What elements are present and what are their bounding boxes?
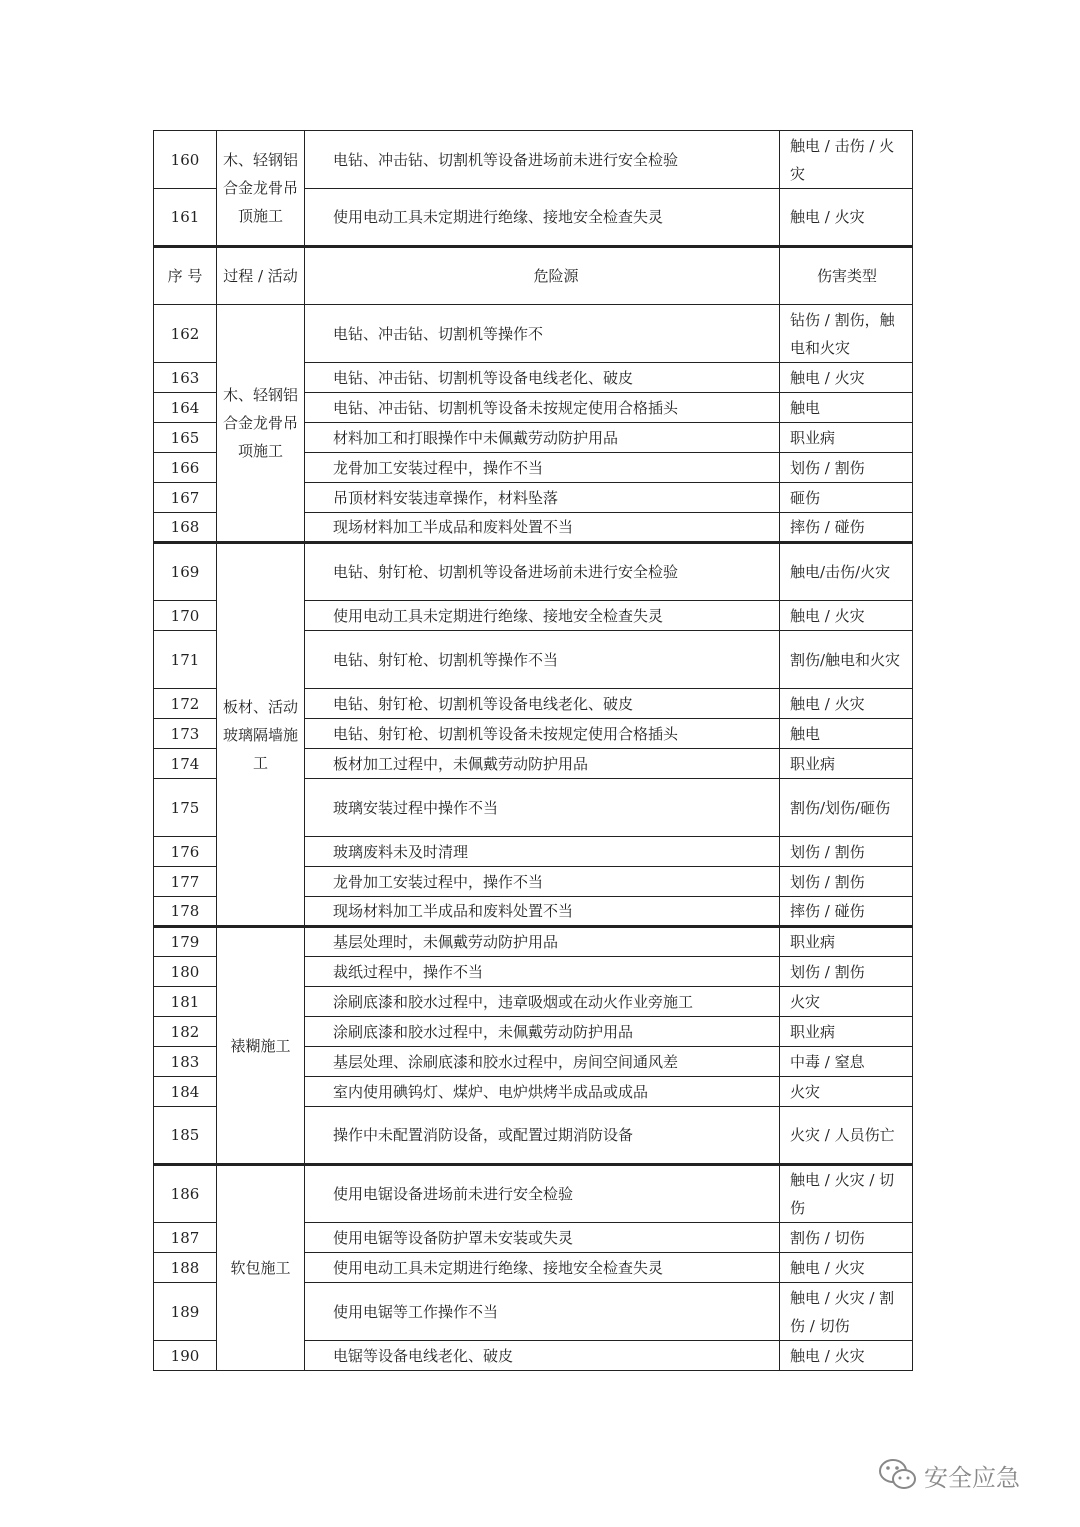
row-number: 184 — [154, 1077, 217, 1107]
row-number: 176 — [154, 837, 217, 867]
injury-cell: 砸伤 — [780, 483, 913, 513]
hazard-cell: 基层处理时，未佩戴劳动防护用品 — [305, 927, 780, 957]
injury-cell: 划伤 / 割伤 — [780, 867, 913, 897]
row-number: 190 — [154, 1341, 217, 1371]
row-number: 160 — [154, 131, 217, 189]
row-number: 179 — [154, 927, 217, 957]
hazard-cell: 涂刷底漆和胶水过程中，违章吸烟或在动火作业旁施工 — [305, 987, 780, 1017]
wechat-icon — [878, 1457, 918, 1493]
hazard-cell: 吊顶材料安装违章操作，材料坠落 — [305, 483, 780, 513]
hazard-cell: 使用电锯等设备防护罩未安装或失灵 — [305, 1223, 780, 1253]
row-number: 173 — [154, 719, 217, 749]
hazard-cell: 电钻、冲击钻、切割机等设备进场前未进行安全检验 — [305, 131, 780, 189]
header-no: 序 号 — [154, 247, 217, 305]
row-number: 168 — [154, 513, 217, 543]
injury-cell: 火灾 — [780, 1077, 913, 1107]
row-number: 180 — [154, 957, 217, 987]
table-header — [154, 247, 913, 305]
hazard-cell: 使用电锯设备进场前未进行安全检验 — [305, 1165, 780, 1223]
row-number: 185 — [154, 1107, 217, 1165]
table-row — [154, 1165, 913, 1223]
row-number: 188 — [154, 1253, 217, 1283]
row-number: 187 — [154, 1223, 217, 1253]
hazard-cell: 电钻、射钉枪、切割机等设备未按规定使用合格插头 — [305, 719, 780, 749]
row-number: 181 — [154, 987, 217, 1017]
injury-cell: 割伤/触电和火灾 — [780, 631, 913, 689]
hazard-cell: 电锯等设备电线老化、破皮 — [305, 1341, 780, 1371]
injury-cell: 摔伤 / 碰伤 — [780, 513, 913, 543]
injury-cell: 火灾 — [780, 987, 913, 1017]
hazard-cell: 裁纸过程中，操作不当 — [305, 957, 780, 987]
injury-cell: 触电 / 火灾 — [780, 1253, 913, 1283]
injury-cell: 火灾 / 人员伤亡 — [780, 1107, 913, 1165]
injury-cell: 划伤 / 割伤 — [780, 453, 913, 483]
watermark-text: 安全应急 — [924, 1463, 1020, 1492]
row-number: 166 — [154, 453, 217, 483]
injury-cell: 触电 / 火灾 — [780, 689, 913, 719]
injury-cell: 触电 / 火灾 — [780, 363, 913, 393]
injury-cell: 中毒 / 窒息 — [780, 1047, 913, 1077]
row-number: 165 — [154, 423, 217, 453]
hazard-cell: 电钻、射钉枪、切割机等操作不当 — [305, 631, 780, 689]
injury-cell: 钻伤 / 割伤，触电和火灾 — [780, 305, 913, 363]
row-number: 169 — [154, 543, 217, 601]
row-number: 163 — [154, 363, 217, 393]
injury-cell: 触电 / 火灾 / 切伤 — [780, 1165, 913, 1223]
activity-cell — [217, 131, 305, 247]
header-injury: 伤害类型 — [780, 247, 913, 305]
hazard-cell: 使用电动工具未定期进行绝缘、接地安全检查失灵 — [305, 1253, 780, 1283]
hazard-cell: 操作中未配置消防设备，或配置过期消防设备 — [305, 1107, 780, 1165]
table-row — [154, 927, 913, 957]
hazard-cell: 使用电动工具未定期进行绝缘、接地安全检查失灵 — [305, 601, 780, 631]
row-number: 162 — [154, 305, 217, 363]
activity-label: 板材、活动玻璃隔墙施工 — [222, 697, 298, 772]
injury-cell: 触电 / 击伤 / 火灾 — [780, 131, 913, 189]
hazard-cell: 现场材料加工半成品和废料处置不当 — [305, 513, 780, 543]
hazard-cell: 电钻、冲击钻、切割机等操作不 — [305, 305, 780, 363]
hazard-cell: 板材加工过程中，未佩戴劳动防护用品 — [305, 749, 780, 779]
injury-cell: 触电 / 火灾 — [780, 1341, 913, 1371]
activity-label: 木、轻钢铝合金龙骨吊顶施工 — [222, 151, 298, 225]
injury-cell: 触电 / 火灾 / 割伤 / 切伤 — [780, 1283, 913, 1341]
injury-cell: 割伤/划伤/砸伤 — [780, 779, 913, 837]
row-number: 177 — [154, 867, 217, 897]
header-hazard: 危险源 — [305, 247, 780, 305]
hazard-cell: 龙骨加工安装过程中，操作不当 — [305, 453, 780, 483]
hazard-cell: 龙骨加工安装过程中，操作不当 — [305, 867, 780, 897]
row-number: 178 — [154, 897, 217, 927]
hazard-cell: 电钻、冲击钻、切割机等设备电线老化、破皮 — [305, 363, 780, 393]
header-activity: 过程 / 活动 — [217, 247, 305, 305]
row-number: 161 — [154, 189, 217, 247]
hazard-cell: 电钻、冲击钻、切割机等设备未按规定使用合格插头 — [305, 393, 780, 423]
row-number: 183 — [154, 1047, 217, 1077]
hazard-cell: 涂刷底漆和胶水过程中，未佩戴劳动防护用品 — [305, 1017, 780, 1047]
hazard-cell: 使用电锯等工作操作不当 — [305, 1283, 780, 1341]
activity-label: 裱糊施工 — [230, 1036, 291, 1055]
injury-cell: 触电 / 火灾 — [780, 601, 913, 631]
injury-cell: 职业病 — [780, 927, 913, 957]
hazard-cell: 室内使用碘钨灯、煤炉、电炉烘烤半成品或成品 — [305, 1077, 780, 1107]
table-row — [154, 543, 913, 601]
activity-label: 软包施工 — [230, 1259, 291, 1277]
row-number: 171 — [154, 631, 217, 689]
injury-cell: 触电 — [780, 393, 913, 423]
row-number: 172 — [154, 689, 217, 719]
row-number: 170 — [154, 601, 217, 631]
watermark — [878, 1455, 1020, 1495]
row-number: 189 — [154, 1283, 217, 1341]
injury-cell: 职业病 — [780, 423, 913, 453]
row-number: 182 — [154, 1017, 217, 1047]
hazard-cell: 使用电动工具未定期进行绝缘、接地安全检查失灵 — [305, 189, 780, 247]
table-row — [154, 131, 913, 189]
injury-cell: 割伤 / 切伤 — [780, 1223, 913, 1253]
hazard-cell: 电钻、射钉枪、切割机等设备进场前未进行安全检验 — [305, 543, 780, 601]
injury-cell: 职业病 — [780, 1017, 913, 1047]
hazard-cell: 现场材料加工半成品和废料处置不当 — [305, 897, 780, 927]
hazard-cell: 玻璃安装过程中操作不当 — [305, 779, 780, 837]
row-number: 186 — [154, 1165, 217, 1223]
injury-cell: 职业病 — [780, 749, 913, 779]
hazard-cell: 玻璃废料未及时清理 — [305, 837, 780, 867]
activity-cell — [217, 1165, 305, 1371]
row-number: 167 — [154, 483, 217, 513]
activity-cell — [217, 927, 305, 1165]
hazard-cell: 基层处理、涂刷底漆和胶水过程中，房间空间通风差 — [305, 1047, 780, 1077]
hazard-cell: 材料加工和打眼操作中未佩戴劳动防护用品 — [305, 423, 780, 453]
activity-cell — [217, 305, 305, 543]
row-number: 164 — [154, 393, 217, 423]
injury-cell: 划伤 / 割伤 — [780, 837, 913, 867]
row-number: 175 — [154, 779, 217, 837]
table-row — [154, 305, 913, 363]
injury-cell: 划伤 / 割伤 — [780, 957, 913, 987]
activity-cell — [217, 543, 305, 927]
hazard-cell: 电钻、射钉枪、切割机等设备电线老化、破皮 — [305, 689, 780, 719]
injury-cell: 摔伤 / 碰伤 — [780, 897, 913, 927]
hazard-table — [153, 130, 913, 1371]
injury-cell: 触电 — [780, 719, 913, 749]
injury-cell: 触电/击伤/火灾 — [780, 543, 913, 601]
row-number: 174 — [154, 749, 217, 779]
activity-label: 木、轻钢铝合金龙骨吊项施工 — [222, 386, 298, 460]
injury-cell: 触电 / 火灾 — [780, 189, 913, 247]
